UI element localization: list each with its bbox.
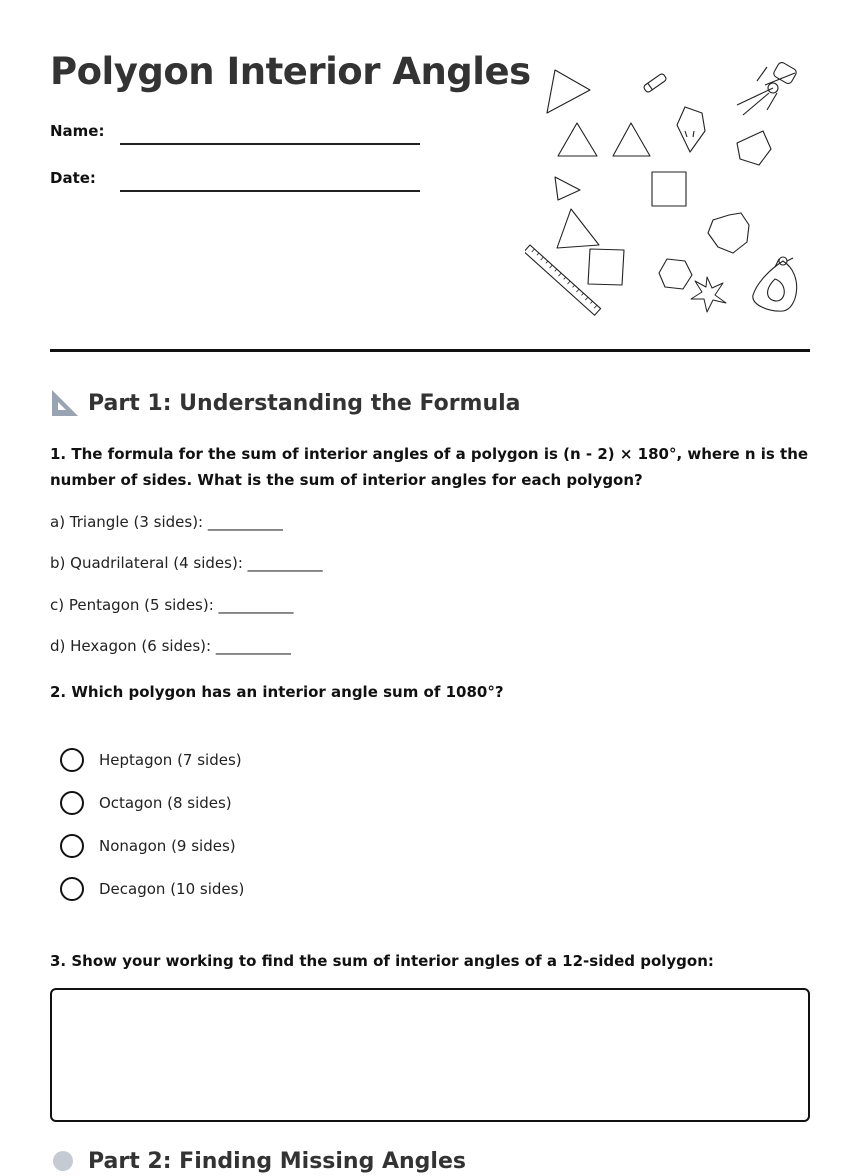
q2-option[interactable] bbox=[60, 877, 244, 901]
q2-option[interactable] bbox=[60, 748, 242, 772]
option-label: Heptagon (7 sides) bbox=[99, 751, 242, 769]
circle-icon bbox=[50, 1146, 80, 1176]
part1-heading bbox=[50, 388, 521, 418]
name-label: Name: bbox=[50, 122, 105, 140]
question-1: 1. The formula for the sum of interior angles of a polygon is (n - 2) × 180°, where n is the number of sides. What is the sum of interior angles for each polygon? bbox=[50, 445, 809, 489]
option-label: Decagon (10 sides) bbox=[99, 880, 245, 898]
geometry-tools-illustration bbox=[525, 55, 810, 335]
header-divider bbox=[50, 349, 810, 352]
worksheet-title: Polygon Interior Angles bbox=[50, 50, 531, 93]
q2-option[interactable] bbox=[60, 791, 232, 815]
date-label: Date: bbox=[50, 169, 96, 187]
radio-button[interactable] bbox=[60, 877, 84, 901]
q1-item-a: a) Triangle (3 sides): __________ bbox=[50, 513, 283, 531]
q1-item-b: b) Quadrilateral (4 sides): __________ bbox=[50, 554, 323, 572]
part2-heading bbox=[50, 1146, 466, 1176]
q1-item-c: c) Pentagon (5 sides): __________ bbox=[50, 596, 294, 614]
name-field[interactable] bbox=[120, 143, 420, 145]
q3-answer-box[interactable] bbox=[50, 988, 810, 1122]
q2-option[interactable] bbox=[60, 834, 236, 858]
radio-button[interactable] bbox=[60, 748, 84, 772]
radio-button[interactable] bbox=[60, 834, 84, 858]
option-label: Nonagon (9 sides) bbox=[99, 837, 236, 855]
radio-button[interactable] bbox=[60, 791, 84, 815]
set-square-icon bbox=[50, 388, 80, 418]
option-label: Octagon (8 sides) bbox=[99, 794, 232, 812]
question-3: 3. Show your working to find the sum of interior angles of a 12-sided polygon: bbox=[50, 952, 714, 970]
question-2: 2. Which polygon has an interior angle sum of 1080°? bbox=[50, 683, 504, 701]
q1-item-d: d) Hexagon (6 sides): __________ bbox=[50, 637, 291, 655]
part1-heading-text: Part 1: Understanding the Formula bbox=[88, 390, 521, 416]
part2-heading-text: Part 2: Finding Missing Angles bbox=[88, 1148, 466, 1174]
date-field[interactable] bbox=[120, 190, 420, 192]
